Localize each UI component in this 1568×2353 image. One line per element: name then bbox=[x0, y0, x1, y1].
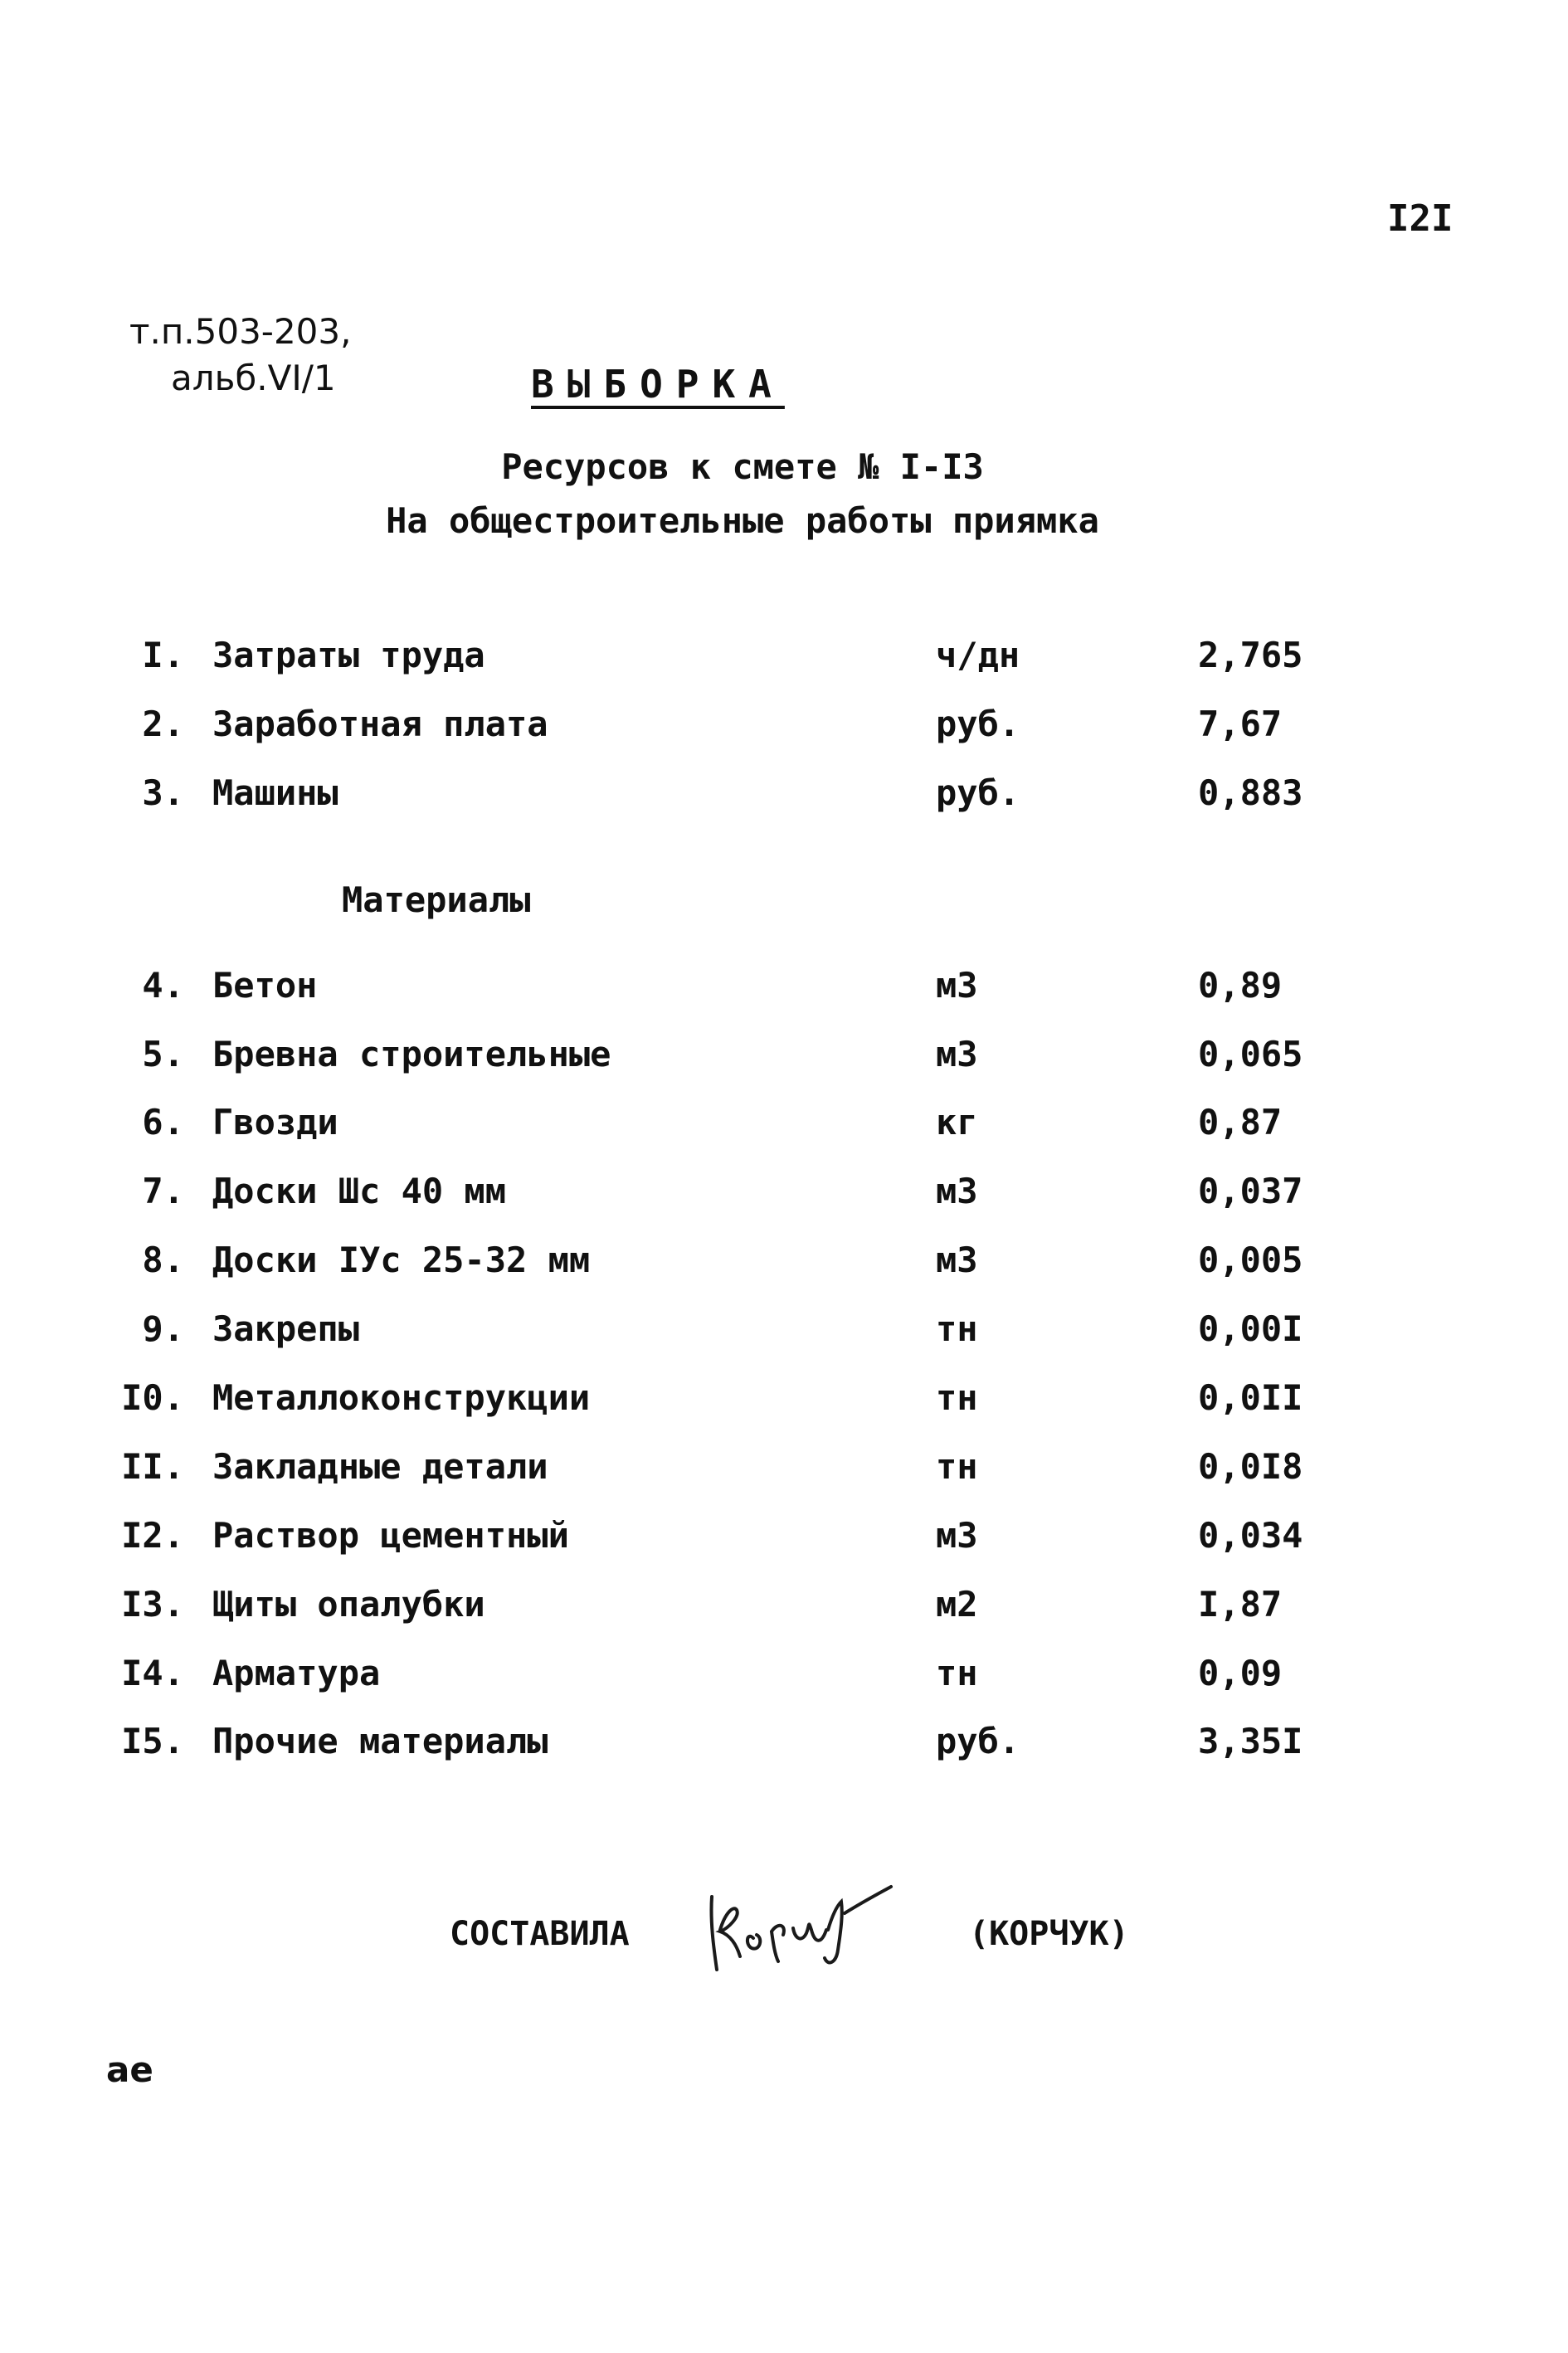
page-number: I2I bbox=[1387, 197, 1454, 240]
item-name: Затраты труда bbox=[212, 635, 485, 675]
item-number: I3. bbox=[121, 1584, 184, 1625]
item-name: Доски IУс 25-32 мм bbox=[212, 1240, 591, 1280]
item-name: Закрепы bbox=[212, 1308, 360, 1349]
signer-name: (КОРЧУК) bbox=[969, 1915, 1129, 1953]
item-name: Прочие материалы bbox=[212, 1721, 548, 1761]
item-name: Заработная плата bbox=[212, 704, 548, 744]
item-number: 5. bbox=[142, 1034, 184, 1074]
item-value: 0,037 bbox=[1198, 1171, 1303, 1211]
item-name: Металлоконструкции bbox=[212, 1377, 591, 1418]
item-value: 3,35I bbox=[1198, 1721, 1303, 1761]
materials-heading: Материалы bbox=[342, 879, 531, 920]
item-number: I2. bbox=[121, 1515, 184, 1556]
item-number: I4. bbox=[121, 1653, 184, 1693]
item-number: 7. bbox=[142, 1171, 184, 1211]
composed-by-label: СОСТАВИЛА bbox=[450, 1915, 630, 1953]
item-name: Машины bbox=[212, 772, 338, 813]
item-value: 0,00I bbox=[1198, 1308, 1303, 1349]
item-value: 0,09 bbox=[1198, 1653, 1283, 1693]
item-number: 6. bbox=[142, 1102, 184, 1142]
item-value: 0,065 bbox=[1198, 1034, 1303, 1074]
item-value: 0,0I8 bbox=[1198, 1446, 1303, 1487]
item-number: II. bbox=[121, 1446, 184, 1487]
item-number: 8. bbox=[142, 1240, 184, 1280]
reference-line-1: т.п.503-203, bbox=[129, 311, 352, 352]
reference-note bbox=[129, 309, 351, 402]
item-name: Арматура bbox=[212, 1653, 381, 1693]
item-unit: руб. bbox=[936, 1721, 1020, 1761]
item-unit: тн bbox=[936, 1308, 978, 1349]
item-name: Гвозди bbox=[212, 1102, 338, 1142]
item-unit: м2 bbox=[936, 1584, 978, 1625]
item-unit: м3 bbox=[936, 1171, 978, 1211]
item-number: 9. bbox=[142, 1308, 184, 1349]
item-value: 0,883 bbox=[1198, 772, 1303, 813]
item-value: 0,005 bbox=[1198, 1240, 1303, 1280]
item-value: 2,765 bbox=[1198, 635, 1303, 675]
item-unit: тн bbox=[936, 1377, 978, 1418]
item-number: I0. bbox=[121, 1377, 184, 1418]
item-value: 7,67 bbox=[1198, 704, 1283, 744]
item-unit: м3 bbox=[936, 1034, 978, 1074]
item-value: 0,87 bbox=[1198, 1102, 1283, 1142]
item-unit: ч/дн bbox=[936, 635, 1020, 675]
item-name: Доски Шс 40 мм bbox=[212, 1171, 507, 1211]
subtitle-line-2: На общестроительные работы приямка bbox=[386, 500, 1099, 541]
footer-initials: ae bbox=[106, 2049, 153, 2090]
item-value: 0,034 bbox=[1198, 1515, 1303, 1556]
item-unit: тн bbox=[936, 1446, 978, 1487]
item-unit: кг bbox=[936, 1102, 978, 1142]
item-number: 4. bbox=[142, 965, 184, 1006]
item-unit: м3 bbox=[936, 965, 978, 1006]
item-number: 3. bbox=[142, 772, 184, 813]
item-unit: руб. bbox=[936, 772, 1020, 813]
item-value: I,87 bbox=[1198, 1584, 1283, 1625]
item-name: Бетон bbox=[212, 965, 318, 1006]
item-name: Закладные детали bbox=[212, 1446, 548, 1487]
item-value: 0,89 bbox=[1198, 965, 1283, 1006]
document-title: ВЫБОРКА bbox=[531, 362, 785, 407]
item-name: Бревна строительные bbox=[212, 1034, 611, 1074]
item-unit: м3 bbox=[936, 1240, 978, 1280]
item-number: I. bbox=[142, 635, 184, 675]
item-number: 2. bbox=[142, 704, 184, 744]
item-name: Щиты опалубки bbox=[212, 1584, 485, 1625]
item-unit: руб. bbox=[936, 704, 1020, 744]
handwritten-signature bbox=[695, 1880, 903, 1980]
item-unit: м3 bbox=[936, 1515, 978, 1556]
item-number: I5. bbox=[121, 1721, 184, 1761]
reference-line-2: альб.VI/1 bbox=[171, 358, 336, 398]
item-name: Раствор цементный bbox=[212, 1515, 569, 1556]
subtitle-line-1: Ресурсов к смете № I-I3 bbox=[501, 446, 984, 487]
item-value: 0,0II bbox=[1198, 1377, 1303, 1418]
item-unit: тн bbox=[936, 1653, 978, 1693]
